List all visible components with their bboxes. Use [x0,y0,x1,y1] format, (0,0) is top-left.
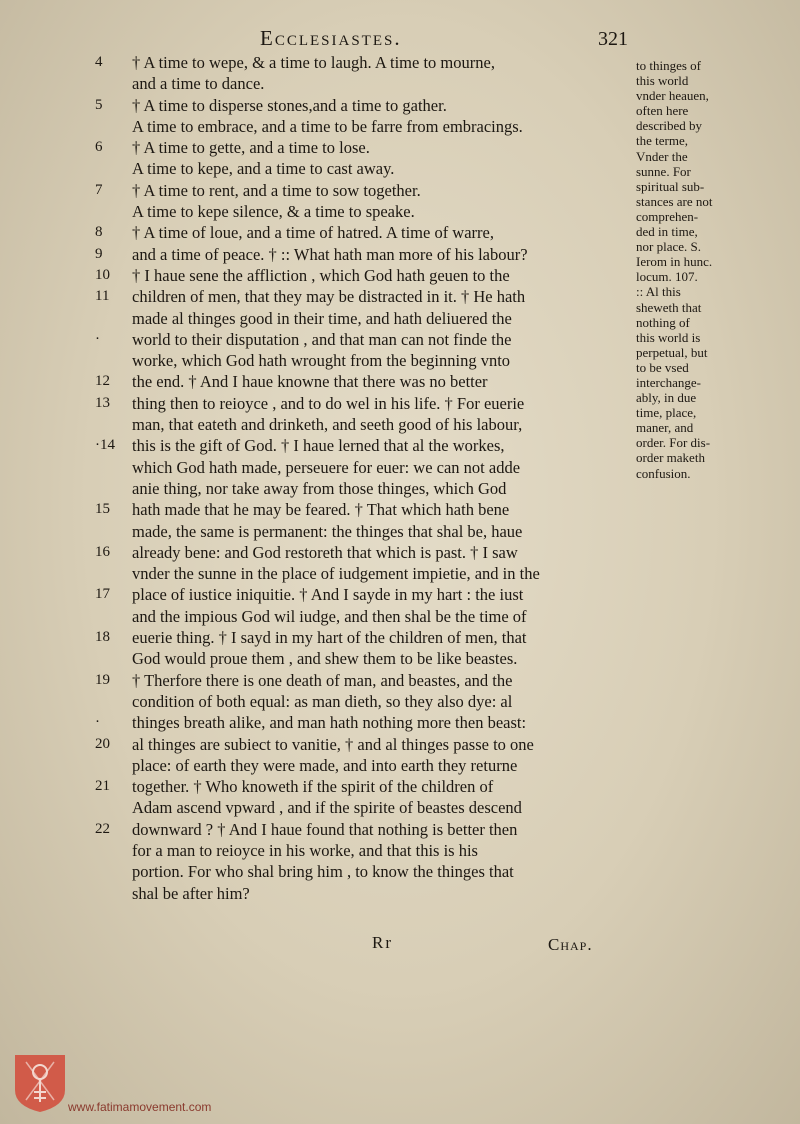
margin-note-line: to thinges of [636,58,701,73]
line-text: worke, which God hath wrought from the beginning vnto [132,351,511,371]
seal-icon [12,1052,68,1114]
text-line [95,222,640,243]
verse-number: · [95,714,100,731]
text-line [95,691,640,712]
text-line [95,158,640,179]
verse-number: 19 [95,671,110,688]
margin-note-line: :: Al this [636,284,681,300]
verse-number: 20 [95,735,110,752]
text-line [95,478,640,499]
line-text: the end. † And I haue knowne that there was no better [132,372,488,392]
line-text: thinges breath alike, and man hath nothing more then beast: [132,713,527,733]
margin-note-line: described by [636,118,703,134]
text-line [95,861,640,882]
line-text: † Therfore there is one death of man, and beastes, and the [132,670,513,690]
margin-note-line: Vnder the [636,148,688,164]
verse-number: 8 [95,224,103,241]
text-line [95,648,640,669]
margin-note-line: Ierom in hunc. [636,254,713,270]
verse-number: 17 [95,586,110,603]
text-line [95,734,640,755]
text-line [95,797,640,818]
line-text: † A time to disperse stones,and a time to gather. [132,95,447,115]
text-line [95,606,640,627]
line-text: A time to embrace, and a time to be farre from embracings. [132,116,523,136]
line-text: God would proue them , and shew them to be like beastes. [132,649,518,669]
margin-note-line: ably, in due [636,390,697,406]
text-line [95,542,640,563]
line-text: hath made that he may be feared. † That which hath bene [132,500,510,520]
verse-number: 15 [95,501,110,518]
text-line [95,265,640,286]
line-text: which God hath made, perseuere for euer: we can not adde [132,457,521,477]
verse-number: 16 [95,543,110,560]
text-line [95,840,640,861]
line-text: vnder the sunne in the place of iudgement impietie, and in the [132,564,540,584]
verse-number: 22 [95,820,110,837]
text-line [95,414,640,435]
text-line [95,137,640,158]
line-text: made al thinges good in their time, and hath deliuered the [132,308,512,328]
line-text: † A time to wepe, & a time to laugh. A time to mourne, [132,53,495,72]
line-text: made, the same is permanent: the thinges that shal be, haue [132,521,523,541]
verse-number: 18 [95,629,110,646]
text-line [95,521,640,542]
line-text: † I haue sene the affliction , which God hath geuen to the [132,265,510,285]
text-line [95,73,640,94]
verse-number: 6 [95,139,103,156]
line-text: shal be after him? [132,883,250,903]
line-text: already bene: and God restoreth that which is past. † I saw [132,542,518,562]
text-line [95,563,640,584]
text-line [95,627,640,648]
text-line [95,883,640,904]
verse-number: 10 [95,266,110,283]
verse-number: 13 [95,394,110,411]
text-line [95,286,640,307]
signature-mark: Rr [372,933,393,952]
margin-note-line: often here [636,103,689,119]
verse-number: 12 [95,373,110,390]
text-line [95,350,640,371]
line-text: al thinges are subiect to vanitie, † and al thinges passe to one [132,734,534,754]
margin-note-line: the terme, [636,133,688,149]
line-text: Adam ascend vpward , and if the spirite of beastes descend [132,798,522,818]
text-line [95,584,640,605]
verse-number: 4 [95,54,103,70]
line-text: and a time of peace. † :: What hath man more of his labour? [132,244,528,264]
margin-note-line: nothing of [636,314,690,330]
line-text: † A time to rent, and a time to sow together. [132,180,421,200]
text-line [95,308,640,329]
margin-note-line: maner, and [636,420,694,436]
verse-number: 9 [95,245,103,262]
margin-note-line: locum. 107. [636,269,698,285]
margin-note-line: order maketh [636,450,705,466]
line-text: portion. For who shal bring him , to know the thinges that [132,862,514,882]
line-text: man, that eateth and drinketh, and seeth good of his labour, [132,415,523,435]
text-line [95,244,640,265]
website-watermark: www.fatimamovement.com [68,1100,212,1114]
margin-note-line: nor place. S. [636,239,701,255]
text-line [95,435,640,456]
margin-note-line: stances are not [636,193,713,209]
text-line [95,457,640,478]
line-text: children of men, that they may be distracted in it. † He hath [132,287,526,307]
margin-note-line: this world [636,73,689,89]
line-text: and the impious God wil iudge, and then shal be the time of [132,606,527,626]
text-line [95,95,640,116]
text-line [95,201,640,222]
text-line [95,52,640,73]
line-text: together. † Who knoweth if the spirit of the children of [132,777,494,797]
body-text [95,52,640,904]
text-line [95,371,640,392]
margin-note-line: vnder heauen, [636,88,709,104]
line-text: A time to kepe silence, & a time to speake. [132,202,415,222]
text-line [95,116,640,137]
margin-note-line: confusion. [636,465,691,481]
margin-note-line: perpetual, but [636,344,708,360]
text-line [95,712,640,733]
text-line [95,180,640,201]
verse-number: 11 [95,288,110,305]
line-text: downward ? † And I haue found that nothing is better then [132,819,518,839]
line-text: A time to kepe, and a time to cast away. [132,159,395,179]
text-line [95,755,640,776]
verse-number: ·14 [95,437,115,454]
text-line [95,776,640,797]
verse-number: · [95,330,100,347]
line-text: condition of both equal: as man dieth, so they also dye: al [132,691,513,711]
line-text: euerie thing. † I sayd in my hart of the children of men, that [132,628,527,648]
line-text: † A time of loue, and a time of hatred. A time of warre, [132,223,494,243]
margin-note-line: sheweth that [636,299,702,315]
running-title: Ecclesiastes. [260,26,402,50]
text-line [95,499,640,520]
margin-note-line: spiritual sub- [636,178,705,194]
line-text: for a man to reioyce in his worke, and that this is his [132,840,478,860]
page-number: 321 [598,28,628,50]
line-text: anie thing, nor take away from those thinges, which God [132,478,507,498]
text-line [95,329,640,350]
line-text: place of iustice iniquitie. † And I sayde in my hart : the iust [132,585,524,605]
margin-note-line: ded in time, [636,224,698,240]
line-text: thing then to reioyce , and to do wel in his life. † For euerie [132,393,525,413]
verse-number: 7 [95,181,103,198]
margin-note-line: sunne. For [636,163,691,179]
verse-number: 21 [95,778,110,795]
catchword: Chap. [548,935,593,954]
margin-note-line: order. For dis- [636,435,711,451]
line-text: this is the gift of God. † I haue lerned that al the workes, [132,436,505,456]
line-text: and a time to dance. [132,74,265,94]
line-text: world to their disputation , and that man can not finde the [132,329,512,349]
text-line [95,393,640,414]
margin-note-line: comprehen- [636,208,699,224]
verse-number: 5 [95,96,103,113]
line-text: place: of earth they were made, and into earth they returne [132,755,518,775]
text-line [95,670,640,691]
line-text: † A time to gette, and a time to lose. [132,138,370,158]
margin-note-line: to be vsed [636,359,689,375]
margin-note [636,58,746,481]
text-line [95,819,640,840]
margin-note-line: time, place, [636,405,697,421]
margin-note-line: this world is [636,329,701,345]
margin-note-line: interchange- [636,374,701,390]
